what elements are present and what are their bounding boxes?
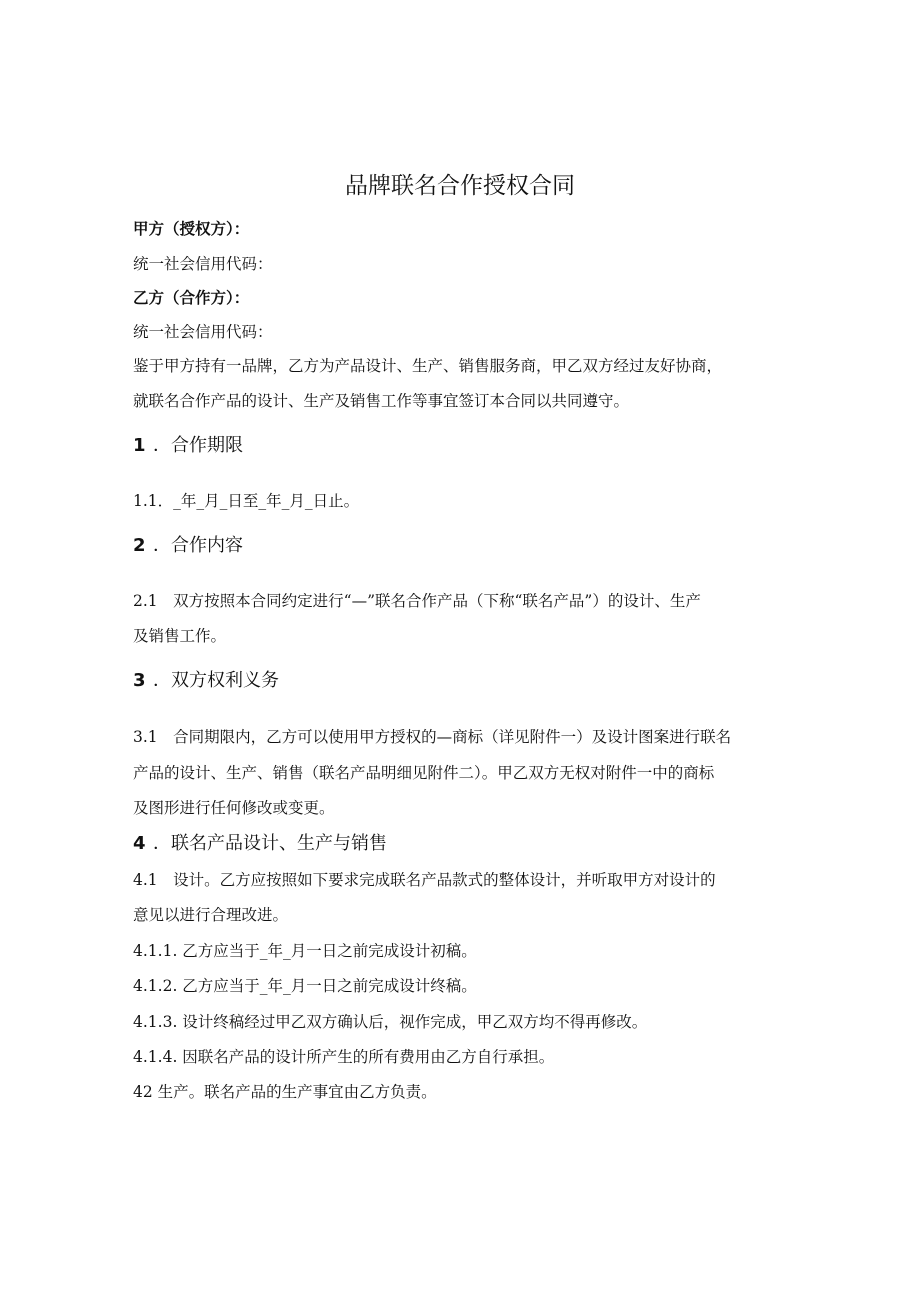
clause-line: 4.1.1. 乙方应当于_年_月一日之前完成设计初稿。 <box>133 942 477 960</box>
clause-line: 1.1．_年_月_日至_年_月_日止。 <box>133 492 360 510</box>
clause-line: 4.1.4. 因联名产品的设计所产生的所有费用由乙方自行承担。 <box>133 1048 555 1066</box>
clause-line: 及图形进行任何修改或变更。 <box>133 799 335 817</box>
party-a-credit-code-label: 统一社会信用代码： <box>133 255 273 273</box>
document-title: 品牌联名合作授权合同 <box>345 173 575 199</box>
section-title: ．双方权利义务 <box>153 670 279 691</box>
section-title: ．合作期限 <box>153 435 243 456</box>
party-a-label: 甲方（授权方）： <box>133 220 250 238</box>
section-heading <box>133 668 279 694</box>
preamble-line: 就联名合作产品的设计、生产及销售工作等事宜签订本合同以共同遵守。 <box>133 392 630 410</box>
clause-line: 4.1.2. 乙方应当于_年_月一日之前完成设计终稿。 <box>133 977 477 995</box>
clause-line: 产品的设计、生产、销售（联名产品明细见附件二）。甲乙双方无权对附件一中的商标 <box>133 764 715 782</box>
clause-line: 4.1.3. 设计终稿经过甲乙双方确认后，视作完成，甲乙双方均不得再修改。 <box>133 1013 648 1031</box>
section-number: 4 <box>133 833 146 854</box>
section-number: 1 <box>133 435 146 456</box>
clause-line: 意见以进行合理改进。 <box>133 906 289 924</box>
clause-line: 2.1 双方按照本合同约定进行“—”联名合作产品（下称“联名产品”）的设计、生产 <box>133 592 701 610</box>
section-number: 3 <box>133 670 146 691</box>
section-heading <box>133 831 387 857</box>
clause-line: 4.1 设计。乙方应按照如下要求完成联名产品款式的整体设计，并听取甲方对设计的 <box>133 871 716 889</box>
section-number: 2 <box>133 535 146 556</box>
section-title: ．合作内容 <box>153 535 243 556</box>
section-heading <box>133 433 243 459</box>
section-heading <box>133 533 243 559</box>
party-b-label: 乙方（合作方）： <box>133 289 250 307</box>
preamble-line: 鉴于甲方持有一品牌，乙方为产品设计、生产、销售服务商，甲乙双方经过友好协商， <box>133 357 723 375</box>
section-title: ．联名产品设计、生产与销售 <box>153 833 387 854</box>
clause-line: 42 生产。联名产品的生产事宜由乙方负责。 <box>133 1083 437 1101</box>
party-b-credit-code-label: 统一社会信用代码： <box>133 323 273 341</box>
clause-line: 3.1 合同期限内，乙方可以使用甲方授权的—商标（详见附件一）及设计图案进行联名 <box>133 728 732 746</box>
clause-line: 及销售工作。 <box>133 627 227 645</box>
